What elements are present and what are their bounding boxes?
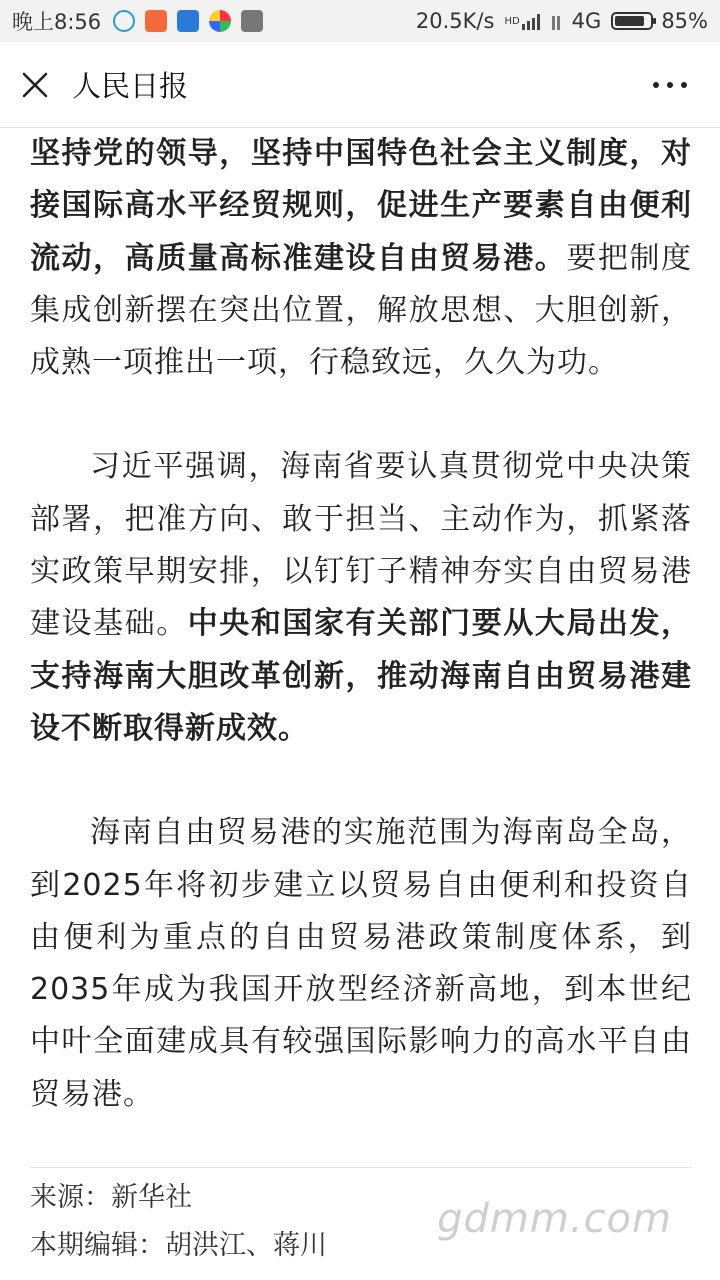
status-bar-left bbox=[12, 6, 273, 36]
colorful-app-icon bbox=[209, 10, 231, 32]
more-button[interactable] bbox=[642, 70, 698, 100]
network-speed: 20.5K/s bbox=[415, 9, 495, 33]
status-time: 晚上8:56 bbox=[12, 10, 102, 34]
close-icon bbox=[21, 71, 49, 99]
shopping-app-icon bbox=[145, 10, 167, 32]
hd-label: HD bbox=[504, 15, 520, 27]
article-divider bbox=[30, 1167, 692, 1168]
title-bar bbox=[0, 42, 720, 128]
hot-news-app-icon bbox=[177, 10, 199, 32]
network-type: 4G bbox=[571, 9, 602, 33]
more-dot-3 bbox=[681, 82, 687, 88]
qq-app-icon bbox=[113, 10, 135, 32]
paragraph-2-text: 习近平强调，海南省要认真贯彻党中央决策部署，把准方向、敢于担当、主动作为，抓紧落实政策早期安排，以钉钉子精神夯实自由贸易港建设基础。 bbox=[30, 449, 692, 642]
article-content bbox=[30, 128, 692, 1280]
signal-icon bbox=[522, 12, 542, 30]
battery-fill bbox=[615, 16, 644, 26]
notes-app-icon bbox=[241, 10, 263, 32]
page-title: 人民日报 bbox=[72, 69, 189, 103]
article-paragraph-1 bbox=[30, 128, 692, 389]
article-editors: 本期编辑：胡洪江、蒋川 bbox=[30, 1230, 327, 1262]
watermark: gdmm.com bbox=[437, 1196, 672, 1242]
battery-percent: 85% bbox=[661, 9, 708, 33]
close-button[interactable] bbox=[0, 42, 70, 128]
paragraph-1-bold: 坚持党的领导，坚持中国特色社会主义制度，对接国际高水平经贸规则，促进生产要素自由便利流动，高质量高标准建设自由贸易港。 bbox=[30, 136, 692, 276]
article-source: 来源：新华社 bbox=[30, 1182, 192, 1214]
paragraph-2-bold: 中央和国家有关部门要从大局出发，支持海南大胆改革创新，推动海南自由贸易港建设不断取得新成效。 bbox=[30, 606, 692, 746]
more-dot-2 bbox=[667, 82, 673, 88]
paragraph-1-text: 要把制度集成创新摆在突出位置，解放思想、大胆创新，成熟一项推出一项，行稳致远，久久为功。 bbox=[30, 240, 692, 381]
status-bar-right bbox=[416, 9, 708, 33]
more-dots-icon bbox=[653, 82, 659, 88]
article-paragraph-2 bbox=[30, 441, 692, 755]
article-paragraph-3: 海南自由贸易港的实施范围为海南岛全岛，到2025年将初步建立以贸易自由便利和投资自由便利为重点的自由贸易港政策制度体系，到2035年成为我国开放型经济新高地，到本世纪中叶全面建成具有较强国际影响力的高水平自由贸易港。 bbox=[30, 815, 692, 1112]
data-transfer-icon bbox=[552, 12, 562, 30]
status-bar bbox=[0, 0, 720, 42]
battery-icon bbox=[611, 12, 653, 30]
